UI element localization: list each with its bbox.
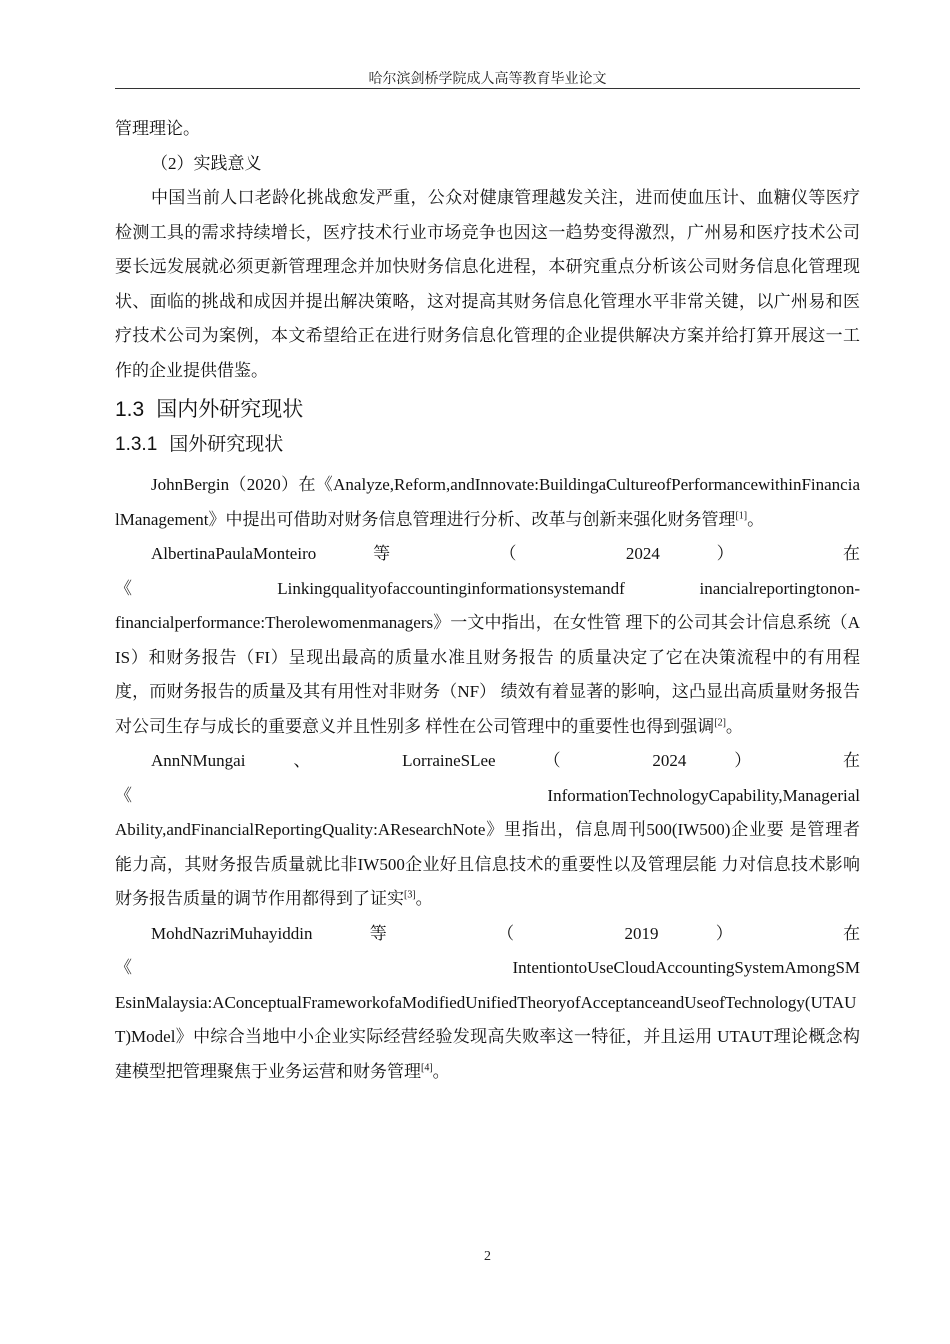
section-number: 1.3 [115,398,145,421]
ref-3-title-part-1: InformationTechnologyCapability,Managerial [547,785,860,805]
section-title: 国内外研究现状 [156,398,304,421]
ref-2-title-part-1: Linkingqualityofaccountinginformationsystemandf [277,578,625,598]
ref-4-text: EsinMalaysia:AConceptualFrameworkofaModifiedUnifiedTheoryofAcceptanceandUseofTechnology(UTAUT)Model》中综合当地中小企业实际经营经验发现高失败率这一特征，并且运用 UTAUT理论概念构建模型把管理聚焦于业务运营和财务管理 [115,992,860,1081]
ref-3-end: 。 [415,889,433,908]
ref-2-title-part-2: inancialreportingtonon- [699,578,860,598]
subsection-number: 1.3.1 [115,434,158,455]
ref-4-title-part-1: IntentiontoUseCloudAccountingSystemAmongSM [512,958,861,977]
ref-3-bracket: 《 [115,785,338,805]
ref-4-etal: 等 [369,923,440,943]
ref-4-end: 。 [432,1061,450,1081]
ref-4-paren-open: （ [497,923,568,943]
practice-subtitle: （2）实践意义 [151,153,262,173]
ref-3-paren-close: ） [734,751,796,770]
ref-2-year: 2024 [625,544,660,563]
ref-2-author: AlbertinaPaulaMonteiro [151,544,317,563]
paragraph-ref-3 [115,744,860,917]
ref-4-bracket: 《 [115,958,321,977]
ref-2-in: 在 [843,544,860,563]
ref-3-line-1 [115,744,860,779]
citation-4: [4] [421,1061,433,1073]
ref-2-line-1 [115,537,860,572]
ref-4-body [115,986,860,1090]
page-body [115,112,860,1089]
ref-4-year: 2019 [624,923,659,943]
ref-3-paren-open: （ [543,751,605,770]
ref-4-in: 在 [843,923,861,943]
ref-2-etal: 等 [373,544,443,563]
paragraph-practice: 中国当前人口老龄化挑战愈发严重，公众对健康管理越发关注，进而使血压计、血糖仪等医疗检测工具的需求持续增长，医疗技术行业市场竞争也因这一趋势变得激烈，广州易和医疗技术公司要长远发展就必须更新管理理念并加快财务信息化进程，本研究重点分析该公司财务信息化管理现状、面临的挑战和成因并提出解决策略，这对提高其财务信息化管理水平非常关键，以广州易和医疗技术公司为案例，本文希望给正在进行财务信息化管理的企业提供解决方案并给打算开展这一工作的企业提供借鉴。 [115,188,860,380]
ref-3-in: 在 [843,751,861,770]
ref-2-paren-close: ） [716,544,787,563]
ref-3-year: 2024 [652,751,687,770]
ref-3-line-2 [115,779,860,814]
citation-3: [3] [404,889,416,901]
page-number: 2 [484,1249,491,1264]
running-header: 哈尔滨剑桥学院成人高等教育毕业论文 [368,72,607,87]
ref-1-text: JohnBergin（2020）在《Analyze,Reform,andInnovate:BuildingaCultureofPerformancewithinFinancialManagement》中提出可借助对财务信息管理进行分析、改革与创新来强化财务管理 [115,475,860,529]
header-rule [115,88,860,89]
ref-2-body [115,606,860,744]
ref-4-line-2 [115,951,860,986]
ref-2-paren-open: （ [499,544,569,563]
ref-2-end: 。 [725,716,743,736]
subsection-title: 国外研究现状 [169,434,284,455]
citation-2: [2] [714,716,726,728]
ref-2-line-2 [115,572,860,607]
paragraph-ref-1 [115,468,860,537]
ref-1-end: 。 [747,509,765,529]
ref-4-paren-close: ） [715,923,786,943]
ref-3-author-1: AnnNMungai [151,751,246,770]
ref-2-bracket: 《 [115,578,203,598]
ref-4-line-1 [115,917,860,952]
paragraph-intro-tail: 管理理论。 [115,119,200,138]
ref-3-text: Ability,andFinancialReportingQuality:AResearchNote》里指出，信息周刊500(IW500)企业要 是管理者能力高，其财务报告质量就比非IW500企业好且信息技术的重要性以及管理层能 力对信息技术影响财务报告质量的调节作用都得到了证实 [115,820,860,908]
section-heading-1-3 [115,398,860,422]
ref-4-author: MohdNazriMuhayiddin [151,923,313,943]
paragraph-ref-4 [115,917,860,1090]
citation-1: [1] [735,509,748,521]
ref-3-separator: 、 [293,751,355,770]
ref-3-author-2: LorraineSLee [402,751,496,770]
ref-3-body [115,813,860,917]
section-heading-1-3-1 [115,434,860,456]
paragraph-ref-2 [115,537,860,744]
ref-2-text: financialperformance:Therolewomenmanagers》一文中指出，在女性管 理下的公司其会计信息系统（AIS）和财务报告（FI）呈现出最高的质量水准且财务报告 的质量决定了它在决策流程中的有用程度，而财务报告的质量及其有用性对非财务（NF） 绩效有着显著的影响，这凸显出高质量财务报告对公司生存与成长的重要意义并且性别多 样性在公司管理中的重要性也得到强调 [115,613,860,736]
